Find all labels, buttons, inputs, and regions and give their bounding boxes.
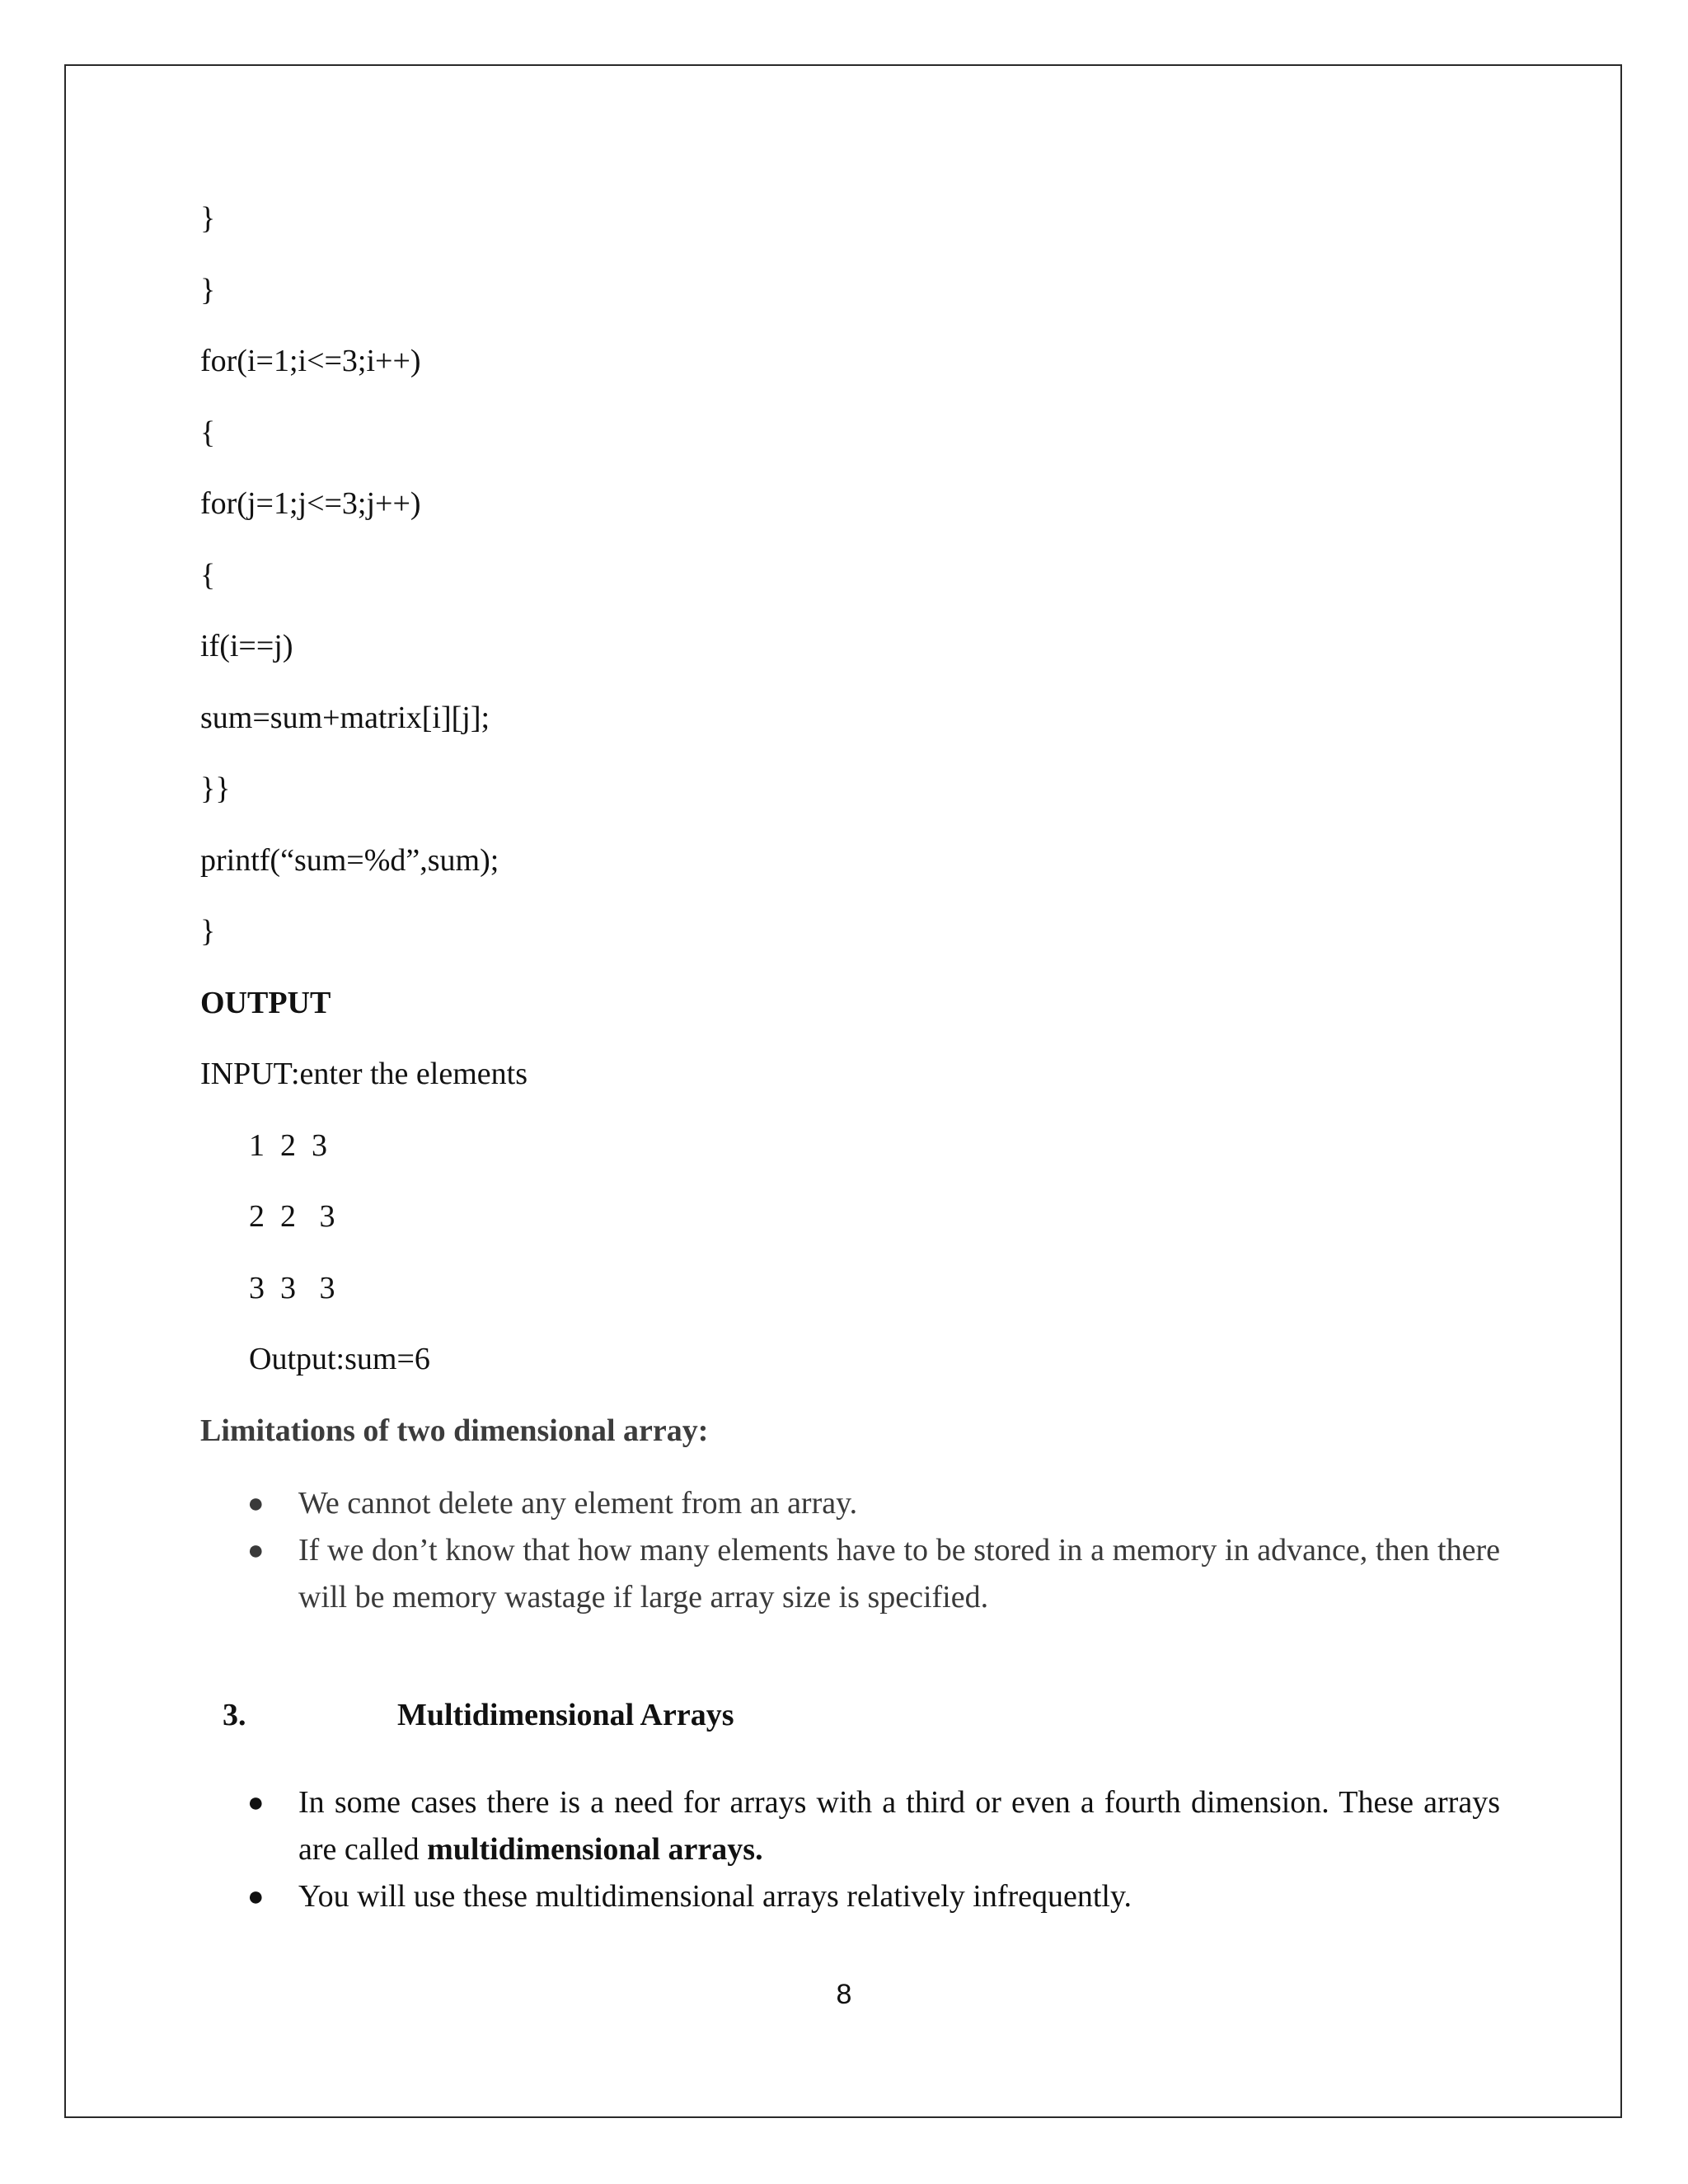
matrix-row: 3 3 3 [249,1271,335,1305]
multidim-list [247,1779,1500,1920]
list-item [247,1873,1500,1920]
bullet-icon: ● [247,1488,265,1519]
code-line: if(i==j) [200,629,293,663]
list-item-bold-term: multidimensional arrays. [427,1832,763,1867]
output-heading: OUTPUT [200,986,331,1020]
list-item [247,1480,1500,1527]
limitations-heading: Limitations of two dimensional array: [200,1413,709,1448]
list-item [247,1527,1500,1621]
list-item-text: In some cases there is a need for arrays with a third or even a fourth dimension. These arrays are called [298,1785,1500,1867]
input-label: INPUT:enter the elements [200,1057,528,1091]
limitations-list [247,1480,1500,1621]
page-number: 8 [836,1979,852,2010]
code-line: for(j=1;j<=3;j++) [200,486,421,521]
code-line: printf(“sum=%d”,sum); [200,843,499,878]
code-line: sum=sum+matrix[i][j]; [200,701,490,735]
list-item-text: We cannot delete any element from an array. [298,1486,858,1521]
code-line: { [200,415,216,450]
code-line: }} [200,771,231,806]
bullet-icon: ● [247,1535,265,1566]
code-line: { [200,558,216,593]
section-title: Multidimensional Arrays [397,1698,734,1732]
output-result: Output:sum=6 [249,1342,430,1376]
code-line: } [200,201,216,236]
bullet-icon: ● [247,1882,265,1912]
code-line: for(i=1;i<=3;i++) [200,344,421,378]
list-item-text: If we don’t know that how many elements have to be stored in a memory in advance, then there will be memory wastage if large array size is specified. [298,1533,1500,1615]
section-number: 3. [223,1698,246,1732]
list-item-text: You will use these multidimensional arrays relatively infrequently. [298,1879,1132,1914]
list-item [247,1779,1500,1873]
matrix-row: 1 2 3 [249,1128,327,1163]
bullet-icon: ● [247,1788,265,1818]
code-line: } [200,273,216,307]
matrix-row: 2 2 3 [249,1199,335,1234]
code-line: } [200,914,216,949]
